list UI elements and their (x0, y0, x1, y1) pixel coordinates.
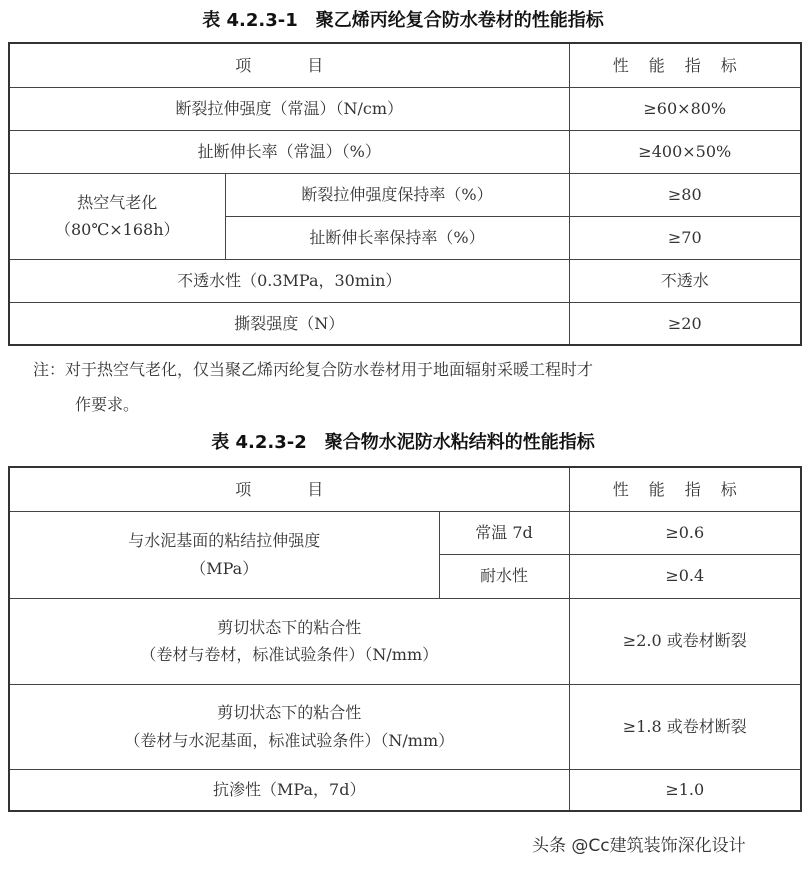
row-item: 扯断伸长率（常温）（%） (9, 130, 569, 173)
row-value: ≥80 (569, 173, 801, 216)
table2 (8, 466, 802, 812)
group-sub: （MPa） (190, 558, 259, 578)
table-row (9, 87, 801, 130)
table-header-row (9, 43, 801, 87)
table-row (9, 684, 801, 769)
row-item: 断裂拉伸强度（常温）（N/cm） (9, 87, 569, 130)
row-value: ≥400×50% (569, 130, 801, 173)
row-item: 抗渗性（MPa，7d） (9, 769, 569, 811)
row-item-line: （卷材与卷材，标准试验条件）（N/mm） (140, 645, 439, 664)
table-header-row (9, 467, 801, 511)
group-label: 热空气老化 (77, 192, 158, 212)
table1-title: 表 4.2.3-1 聚乙烯丙纶复合防水卷材的性能指标 (202, 10, 604, 31)
row-group (9, 511, 439, 598)
row-item: 断裂拉伸强度保持率（%） (225, 173, 569, 216)
row-item: 撕裂强度（N） (9, 302, 569, 345)
row-item: 常温 7d (439, 511, 569, 554)
table-row (9, 511, 801, 554)
row-item-line: 剪切状态下的粘合性 (217, 703, 362, 723)
watermark: 头条 @Cc建筑装饰深化设计 (532, 836, 746, 856)
row-group (9, 173, 225, 259)
row-value: 不透水 (569, 259, 801, 302)
header-value: 性能指标 (569, 43, 801, 87)
header-item: 项 目 (9, 43, 569, 87)
row-value: ≥0.4 (569, 554, 801, 598)
table1-note (33, 352, 803, 422)
table-row (9, 259, 801, 302)
table1 (8, 42, 802, 346)
row-item: 耐水性 (439, 554, 569, 598)
group-label: 与水泥基面的粘结拉伸强度 (128, 531, 321, 551)
header-item: 项 目 (9, 467, 569, 511)
row-item-line: 剪切状态下的粘合性 (217, 617, 362, 637)
row-value: ≥1.0 (569, 769, 801, 811)
table-row (9, 173, 801, 216)
note-line: 注：对于热空气老化，仅当聚乙烯丙纶复合防水卷材用于地面辐射采暖工程时才 (33, 360, 594, 379)
note-line: 作要求。 (75, 395, 140, 414)
row-value: ≥0.6 (569, 511, 801, 554)
group-sub: （80℃×168h） (54, 220, 180, 239)
header-value: 性能指标 (569, 467, 801, 511)
table-row (9, 302, 801, 345)
row-value: ≥20 (569, 302, 801, 345)
row-item (9, 684, 569, 769)
row-item: 不透水性（0.3MPa，30min） (9, 259, 569, 302)
table-row (9, 130, 801, 173)
table-row (9, 769, 801, 811)
table2-title: 表 4.2.3-2 聚合物水泥防水粘结料的性能指标 (211, 432, 595, 453)
row-item: 扯断伸长率保持率（%） (225, 216, 569, 259)
row-value: ≥70 (569, 216, 801, 259)
row-value: ≥60×80% (569, 87, 801, 130)
row-value: ≥2.0 或卷材断裂 (569, 598, 801, 684)
row-item (9, 598, 569, 684)
row-item-line: （卷材与水泥基面，标准试验条件）（N/mm） (124, 730, 455, 750)
row-value: ≥1.8 或卷材断裂 (569, 684, 801, 769)
table-row (9, 598, 801, 684)
